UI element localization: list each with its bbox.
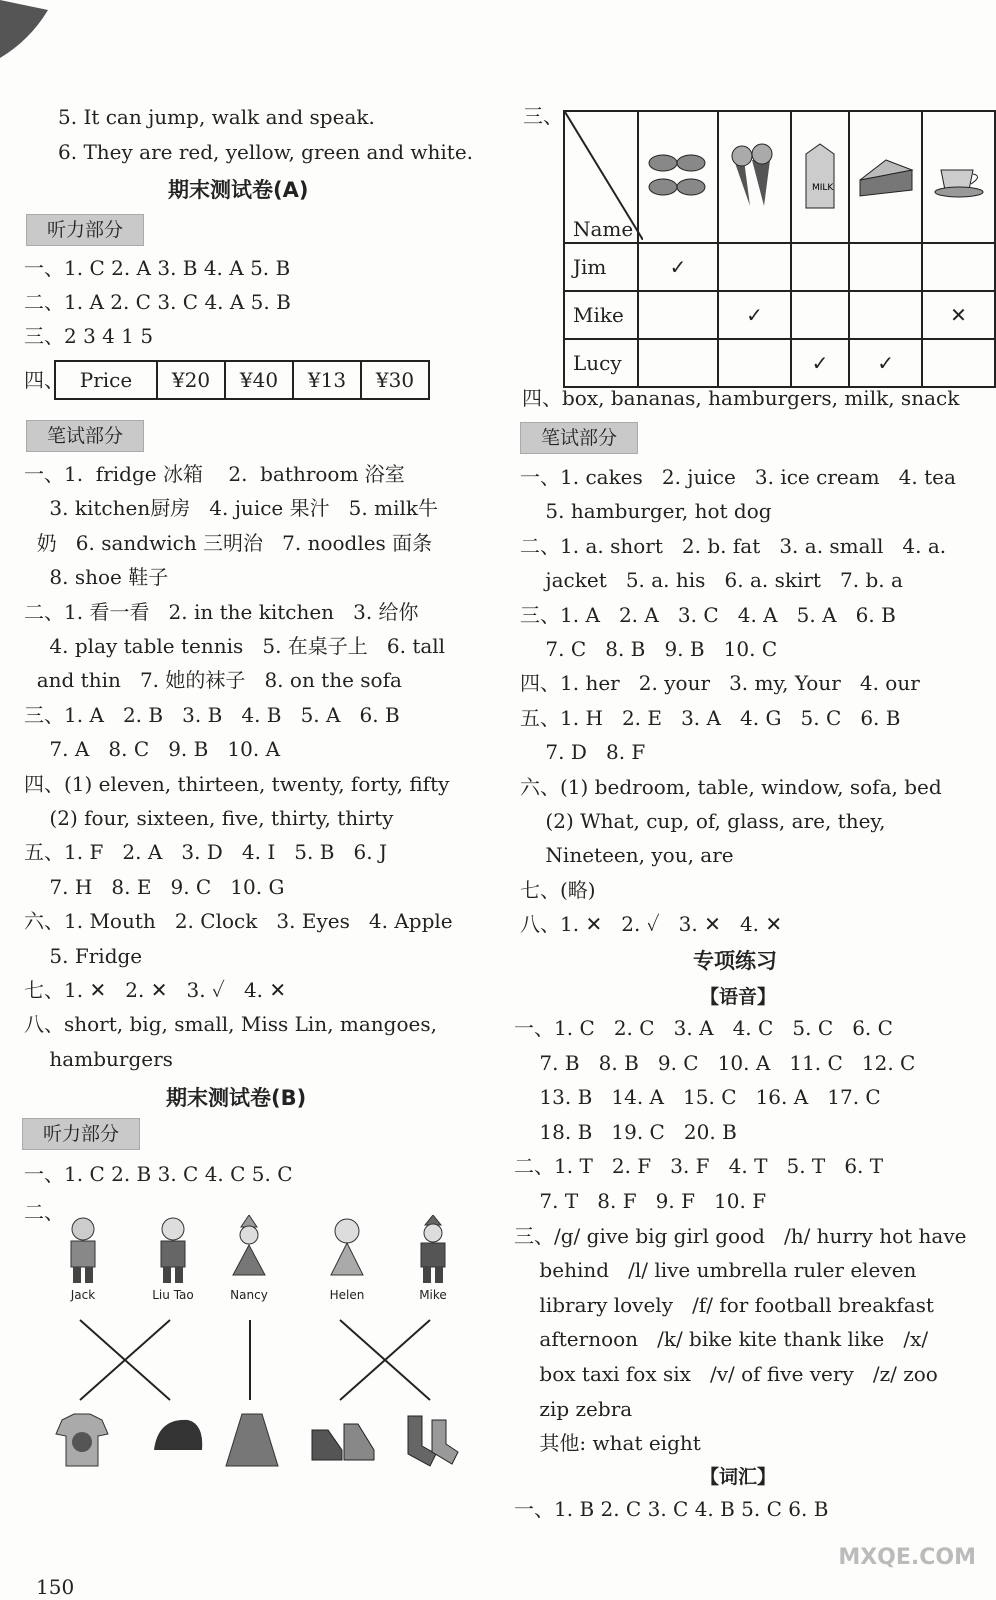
phonics-title: 【语音】 — [700, 986, 777, 1008]
kid-name: Mike — [419, 1288, 447, 1302]
answer-line: Nineteen, you, are — [520, 843, 734, 868]
answer-line: 二、1. 看一看 2. in the kitchen 3. 给你 — [24, 599, 419, 624]
kid-figure — [138, 1215, 208, 1302]
food-cell — [922, 111, 995, 243]
row-name: Mike — [564, 291, 638, 339]
listening-section-label-b: 听力部分 — [22, 1118, 140, 1150]
ice-cream-icon — [724, 140, 784, 210]
answer-line: 7. D 8. F — [520, 740, 646, 765]
answer-line: 二、1. a. short 2. b. fat 3. a. small 4. a. — [520, 533, 947, 558]
mark-cell — [638, 291, 718, 339]
watermark: MXQE.COM — [838, 1545, 976, 1570]
test-b-title: 期末测试卷(B) — [166, 1086, 307, 1110]
answer-line: 7. T 8. F 9. F 10. F — [514, 1189, 767, 1213]
answer-line: 四、(1) eleven, thirteen, twenty, forty, fifty — [24, 771, 450, 796]
skirt-icon — [222, 1410, 282, 1470]
answer-line: 5. hamburger, hot dog — [520, 499, 772, 524]
price-cell: ¥20 — [157, 361, 225, 399]
answer-line: 5. Fridge — [24, 943, 143, 968]
mark-cell — [922, 243, 995, 291]
writing-section-label-right: 笔试部分 — [520, 422, 638, 454]
mark-cell — [849, 291, 922, 339]
answer-line: 四、1. her 2. your 3. my, Your 4. our — [520, 671, 920, 696]
kid-name: Jack — [70, 1288, 96, 1302]
answer-line: zip zebra — [514, 1396, 633, 1421]
answer-line: 七、(略) — [520, 877, 596, 902]
boy-icon — [153, 1215, 193, 1285]
mark-cell — [849, 243, 922, 291]
writing-section-label: 笔试部分 — [26, 420, 144, 452]
header-diagonal-cell — [564, 111, 638, 243]
mark-cell — [791, 243, 849, 291]
mark-cell: ✓ — [638, 243, 718, 291]
answer-line: 7. H 8. E 9. C 10. G — [24, 874, 285, 899]
food-cell — [849, 111, 922, 243]
svg-text:MILK: MILK — [812, 182, 834, 193]
answer-line: 四、box, bananas, hamburgers, milk, snack — [522, 386, 960, 410]
mark-cell — [718, 339, 791, 387]
kid-name: Liu Tao — [152, 1288, 194, 1302]
cake-icon — [856, 150, 916, 200]
answer-line: 二、 — [24, 1200, 64, 1224]
mark-cell — [791, 291, 849, 339]
answer-line: 二、1. T 2. F 3. F 4. T 5. T 6. T — [514, 1154, 884, 1179]
shoes-icon — [308, 1410, 378, 1470]
kid-figure — [48, 1215, 118, 1302]
pies-icon — [643, 145, 713, 205]
answer-line: 4. play table tennis 5. 在桌子上 6. tall — [24, 634, 446, 658]
left-line-1: 5. It can jump, walk and speak. — [58, 105, 375, 129]
name-header: Name — [573, 217, 634, 241]
answer-line: 7. A 8. C 9. B 10. A — [24, 737, 281, 762]
kid-figure — [398, 1215, 468, 1302]
answer-line: 三、1. A 2. A 3. C 4. A 5. A 6. B — [520, 602, 896, 627]
answer-line: 8. shoe 鞋子 — [24, 565, 169, 590]
price-cell: ¥13 — [293, 361, 361, 399]
mark-cell: ✓ — [849, 339, 922, 387]
answer-line: 六、(1) bedroom, table, window, sofa, bed — [520, 774, 942, 799]
milk-icon — [800, 140, 840, 210]
row-name: Jim — [564, 243, 638, 291]
boy-icon — [63, 1215, 103, 1285]
price-prefix: 四、 — [24, 368, 64, 392]
mark-cell: ✓ — [718, 291, 791, 339]
mark-cell — [922, 339, 995, 387]
answer-line: afternoon /k/ bike kite thank like /x/ — [514, 1327, 929, 1352]
special-practice-title: 专项练习 — [693, 949, 777, 973]
answer-line: 一、1. C 2. C 3. A 4. C 5. C 6. C — [514, 1016, 893, 1040]
answer-line: 一、1. cakes 2. juice 3. ice cream 4. tea — [520, 465, 956, 489]
matching-lines — [40, 1310, 470, 1410]
price-cell: ¥40 — [225, 361, 293, 399]
test-a-title: 期末测试卷(A) — [168, 178, 309, 202]
kid-name: Nancy — [230, 1288, 268, 1302]
answer-line: 三、1. A 2. B 3. B 4. B 5. A 6. B — [24, 702, 400, 727]
mark-cell — [718, 243, 791, 291]
answer-line: 二、1. A 2. C 3. C 4. A 5. B — [24, 290, 291, 314]
answer-line: 六、1. Mouth 2. Clock 3. Eyes 4. Apple — [24, 909, 453, 934]
answer-line: (2) What, cup, of, glass, are, they, — [520, 809, 886, 833]
answer-line: 7. C 8. B 9. B 10. C — [520, 637, 778, 661]
page-number: 150 — [36, 1575, 75, 1599]
girl-icon — [327, 1215, 367, 1285]
answer-line: 18. B 19. C 20. B — [514, 1119, 737, 1144]
left-line-2: 6. They are red, yellow, green and white. — [58, 140, 474, 164]
answer-line: 八、1. ✕ 2. ✓ 3. ✕ 4. ✕ — [520, 912, 783, 937]
listening-section-label: 听力部分 — [26, 214, 144, 246]
boy-icon — [413, 1215, 453, 1285]
answer-line: hamburgers — [24, 1046, 173, 1071]
answer-line: 七、1. ✕ 2. ✕ 3. ✓ 4. ✕ — [24, 978, 287, 1002]
answer-line: library lovely /f/ for football breakfast — [514, 1292, 934, 1317]
san-prefix: 三、 — [523, 104, 563, 128]
answer-line: 三、2 3 4 1 5 — [24, 324, 154, 348]
answer-line: 三、/g/ give big girl good /h/ hurry hot have — [514, 1223, 967, 1248]
answer-line: and thin 7. 她的袜子 8. on the sofa — [24, 668, 402, 693]
answer-line: jacket 5. a. his 6. a. skirt 7. b. a — [520, 568, 903, 593]
answer-line: 一、1. C 2. B 3. C 4. C 5. C — [24, 1162, 293, 1186]
answer-line: box taxi fox six /v/ of five very /z/ zoo — [514, 1362, 938, 1386]
food-cell — [718, 111, 791, 243]
price-cell: Price — [55, 361, 157, 399]
tshirt-icon — [52, 1410, 112, 1470]
cap-icon — [148, 1410, 208, 1470]
corner-decoration — [0, 0, 60, 60]
answer-line: 奶 6. sandwich 三明治 7. noodles 面条 — [24, 530, 433, 555]
mark-cell: ✓ — [791, 339, 849, 387]
kid-figure — [312, 1215, 382, 1302]
mark-cell: ✕ — [922, 291, 995, 339]
price-cell: ¥30 — [361, 361, 429, 399]
answer-line: 一、1. fridge 冰箱 2. bathroom 浴室 — [24, 462, 405, 486]
tea-cup-icon — [929, 150, 989, 200]
answer-line: (2) four, sixteen, five, thirty, thirty — [24, 806, 394, 830]
answer-line: 7. B 8. B 9. C 10. A 11. C 12. C — [514, 1050, 916, 1075]
vocab-title: 【词汇】 — [700, 1466, 777, 1488]
socks-icon — [402, 1410, 462, 1470]
answer-line: 八、short, big, small, Miss Lin, mangoes, — [24, 1012, 437, 1037]
answer-line: 一、1. C 2. A 3. B 4. A 5. B — [24, 256, 291, 280]
food-cell — [791, 111, 849, 243]
answer-line: behind /l/ live umbrella ruler eleven — [514, 1258, 917, 1283]
food-preference-table — [563, 110, 996, 388]
answer-line: 3. kitchen厨房 4. juice 果汁 5. milk牛 — [24, 496, 438, 521]
answer-line: 13. B 14. A 15. C 16. A 17. C — [514, 1085, 881, 1110]
price-table — [54, 360, 430, 400]
kid-name: Helen — [329, 1288, 365, 1302]
answer-line: 其他: what eight — [514, 1431, 701, 1456]
kid-figure — [214, 1215, 284, 1302]
girl-icon — [229, 1215, 269, 1285]
food-cell — [638, 111, 718, 243]
answer-line: 五、1. F 2. A 3. D 4. I 5. B 6. J — [24, 840, 387, 865]
answer-line: 五、1. H 2. E 3. A 4. G 5. C 6. B — [520, 705, 901, 730]
diagonal-line — [565, 112, 643, 240]
row-name: Lucy — [564, 339, 638, 387]
mark-cell — [638, 339, 718, 387]
answer-line: 一、1. B 2. C 3. C 4. B 5. C 6. B — [514, 1497, 829, 1521]
